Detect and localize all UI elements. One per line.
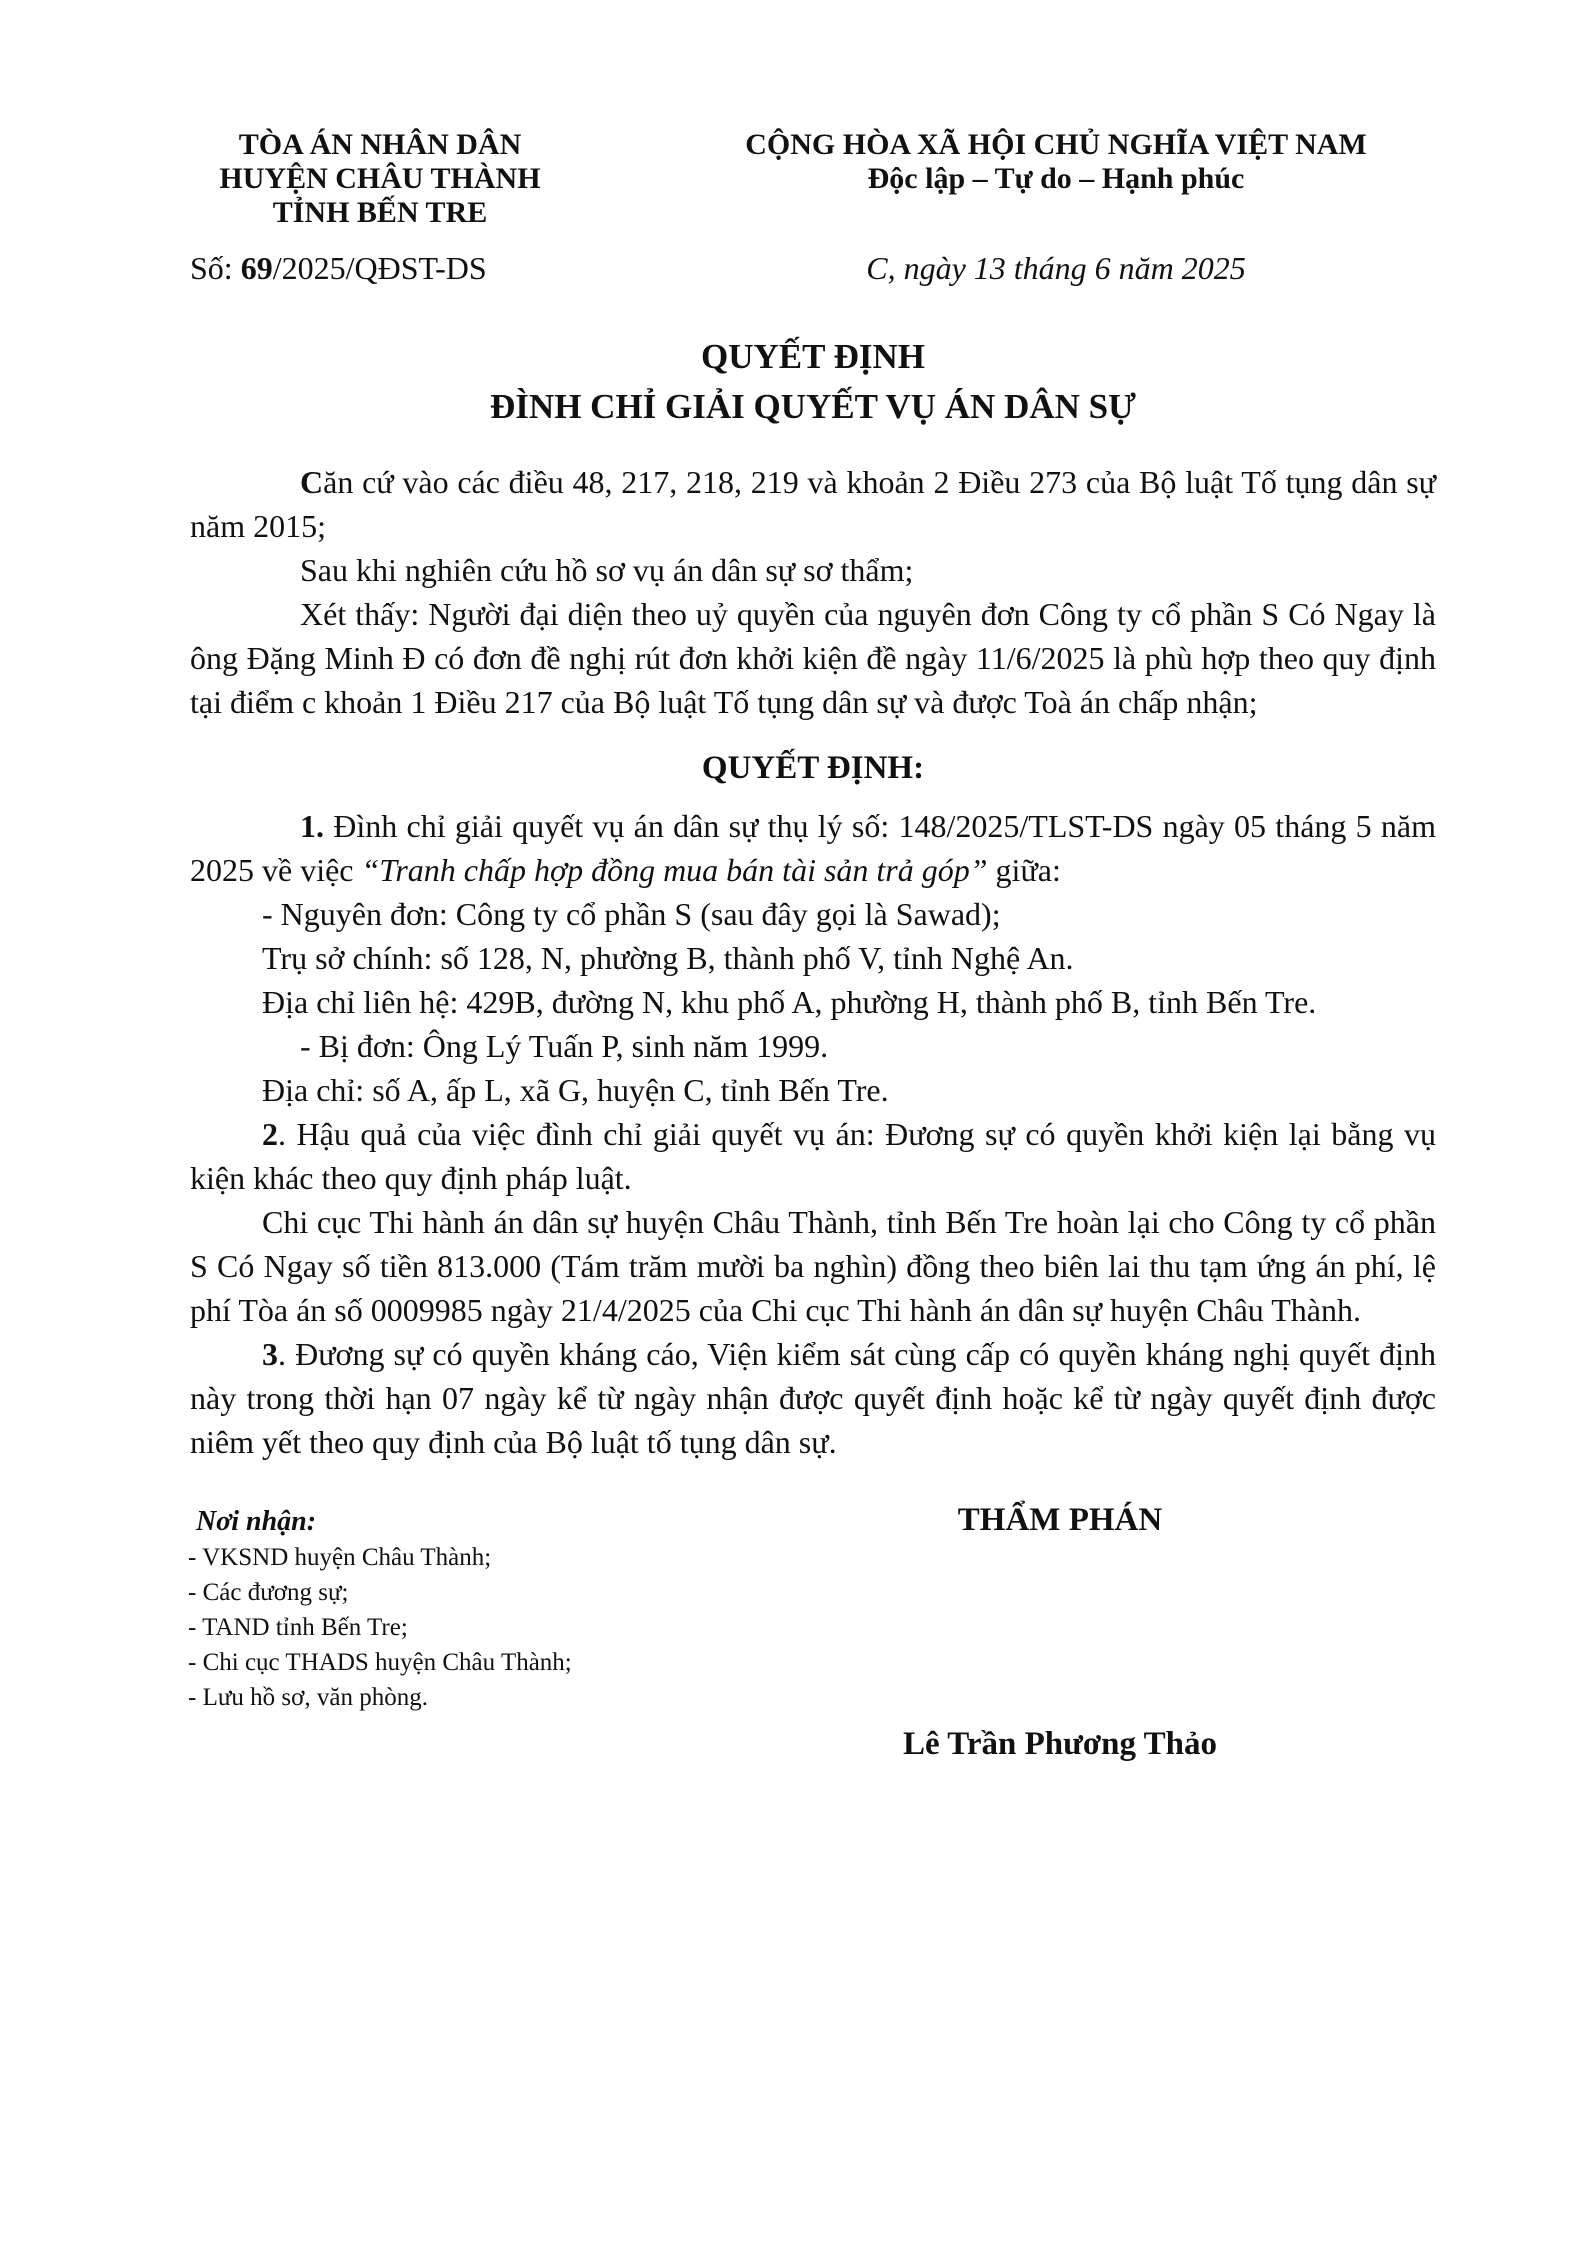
- item-1-paragraph: [190, 804, 1436, 892]
- number-value: 69: [240, 250, 273, 286]
- recipient-item: - TAND tỉnh Bến Tre;: [188, 1614, 408, 1641]
- recipient-item: - VKSND huyện Châu Thành;: [188, 1544, 492, 1571]
- recipient-item: - Các đương sự;: [188, 1579, 349, 1606]
- item-2-text: . Hậu quả của việc đình chỉ giải quyết vụ án: Đương sự có quyền khởi kiện lại bằng vụ kiện khác theo quy định pháp luật.: [190, 1116, 1436, 1196]
- case-subject: “Tranh chấp hợp đồng mua bán tài sản trả góp”: [361, 852, 988, 888]
- number-suffix: /2025/QĐST-DS: [272, 250, 487, 286]
- consideration-paragraph: Xét thấy: Người đại diện theo uỷ quyền của nguyên đơn Công ty cổ phần S Có Ngay là ông Đặng Minh Đ có đơn đề nghị rút đơn khởi kiện đề ngày 11/6/2025 là phù hợp theo quy định tại điểm c khoản 1 Điều 217 của Bộ luật Tố tụng dân sự và được Toà án chấp nhận;: [190, 596, 1436, 720]
- legal-basis-paragraph: [190, 460, 1436, 548]
- review-paragraph: Sau khi nghiên cứu hồ sơ vụ án dân sự sơ thẩm;: [300, 552, 914, 588]
- item-2-paragraph: [190, 1112, 1436, 1200]
- defendant-address-line: Địa chỉ: số A, ấp L, xã G, huyện C, tỉnh Bến Tre.: [262, 1072, 889, 1108]
- item-3-paragraph: [190, 1332, 1436, 1464]
- document-body: [190, 460, 1436, 1464]
- title-line1: QUYẾT ĐỊNH: [701, 337, 925, 376]
- national-motto: Độc lập – Tự do – Hạnh phúc: [867, 162, 1245, 195]
- issue-date: C, ngày 13 tháng 6 năm 2025: [866, 250, 1246, 286]
- court-name-line2: HUYỆN CHÂU THÀNH: [219, 162, 541, 195]
- decision-number: [190, 246, 630, 290]
- item-1-end: giữa:: [987, 852, 1061, 888]
- document-header: [190, 128, 1436, 230]
- court-name-line3: TỈNH BẾN TRE: [272, 196, 488, 229]
- judge-title: THẨM PHÁN: [957, 1502, 1163, 1538]
- document-title: [190, 332, 1436, 432]
- dropcap-letter: C: [300, 464, 324, 500]
- decision-heading: QUYẾT ĐỊNH:: [701, 750, 925, 786]
- number-date-line: [190, 246, 1436, 290]
- item-1-text: Đình chỉ giải quyết vụ án dân sự thụ lý số: 148/2025/TLST-DS ngày 05 tháng 5 năm 2025 về việc: [190, 808, 1436, 888]
- document-footer: [190, 1504, 1436, 1804]
- item-1-number: 1.: [300, 808, 324, 844]
- number-prefix: Số:: [190, 250, 241, 286]
- headquarters-line: Trụ sở chính: số 128, N, phường B, thành phố V, tỉnh Nghệ An.: [262, 940, 1074, 976]
- item-2-number: 2: [262, 1116, 278, 1152]
- contact-address-line: Địa chỉ liên hệ: 429B, đường N, khu phố A, phường H, thành phố B, tỉnh Bến Tre.: [262, 984, 1317, 1020]
- court-name-line1: TÒA ÁN NHÂN DÂN: [238, 128, 522, 161]
- item-3-text: . Đương sự có quyền kháng cáo, Viện kiểm sát cùng cấp có quyền kháng nghị quyết định này trong thời hạn 07 ngày kể từ ngày nhận được quyết định hoặc kể từ ngày quyết định được niêm yết theo quy định của Bộ luật tố tụng dân sự.: [190, 1336, 1436, 1460]
- recipient-item: - Chi cục THADS huyện Châu Thành;: [188, 1649, 572, 1676]
- recipients-heading: Nơi nhận:: [196, 1506, 317, 1537]
- refund-paragraph: Chi cục Thi hành án dân sự huyện Châu Thành, tỉnh Bến Tre hoàn lại cho Công ty cổ phần S Có Ngay số tiền 813.000 (Tám trăm mười ba nghìn) đồng theo biên lai thu tạm ứng án phí, lệ phí Tòa án số 0009985 ngày 21/4/2025 của Chi cục Thi hành án dân sự huyện Châu Thành.: [190, 1204, 1436, 1328]
- legal-basis-text: ăn cứ vào các điều 48, 217, 218, 219 và khoản 2 Điều 273 của Bộ luật Tố tụng dân sự năm 2015;: [190, 464, 1436, 544]
- item-3-number: 3: [262, 1336, 278, 1372]
- recipients-block: [188, 1504, 708, 1715]
- nation-name: CỘNG HÒA XÃ HỘI CHỦ NGHĨA VIỆT NAM: [745, 128, 1367, 161]
- title-line2: ĐÌNH CHỈ GIẢI QUYẾT VỤ ÁN DÂN SỰ: [490, 387, 1136, 426]
- court-block: [190, 128, 570, 230]
- nation-block: [676, 128, 1436, 230]
- plaintiff-line: - Nguyên đơn: Công ty cổ phần S (sau đây gọi là Sawad);: [262, 896, 1001, 932]
- judge-name: Lê Trần Phương Thảo: [902, 1726, 1218, 1762]
- recipient-item: - Lưu hồ sơ, văn phòng.: [188, 1684, 428, 1711]
- defendant-line: - Bị đơn: Ông Lý Tuấn P, sinh năm 1999.: [300, 1028, 829, 1064]
